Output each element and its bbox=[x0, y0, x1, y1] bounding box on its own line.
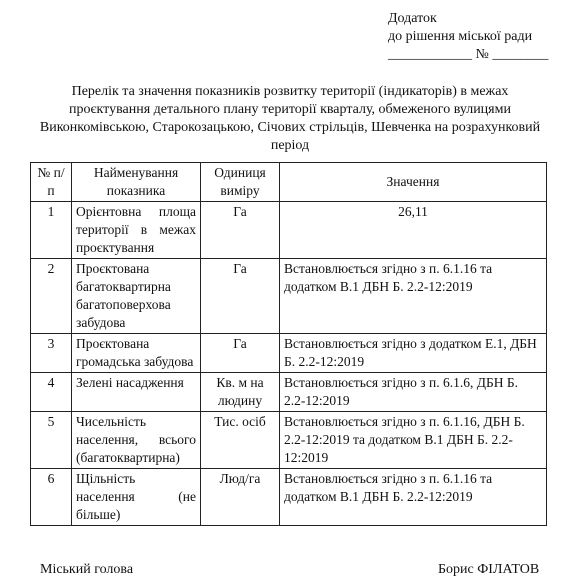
table-header-row bbox=[31, 163, 547, 202]
signatory-name: Борис ФІЛАТОВ bbox=[438, 562, 540, 577]
row-name: Проєктована багатоквартирна багатоповерхова забудова bbox=[72, 259, 201, 334]
row-unit: Га bbox=[201, 259, 280, 334]
row-num: 2 bbox=[31, 259, 72, 334]
table-row bbox=[31, 412, 547, 469]
row-value: Встановлюється згідно з п. 6.1.16 та додатком В.1 ДБН Б. 2.2-12:2019 bbox=[280, 259, 547, 334]
row-value: Встановлюється згідно з додатком Е.1, ДБН Б. 2.2-12:2019 bbox=[280, 334, 547, 373]
row-value: 26,11 bbox=[280, 202, 547, 259]
row-value: Встановлюється згідно з п. 6.1.16, ДБН Б. 2.2-12:2019 та додатком В.1 ДБН Б. 2.2-12:2019 bbox=[280, 412, 547, 469]
annex-title: Додаток bbox=[388, 11, 437, 26]
row-unit: Га bbox=[201, 334, 280, 373]
header-unit: Одиниця виміру bbox=[201, 163, 280, 202]
annex-number-line: ____________ № ________ bbox=[388, 47, 549, 62]
row-name: Проєктована громадська забудова bbox=[72, 334, 201, 373]
document-heading: Перелік та значення показників розвитку території (індикаторів) в межах проєктування детального плану території кварталу, обмеженого вулицями Виконкомівською, Старокозацькою, Січових стрільців, Шевченка на розрахунковий період bbox=[39, 84, 541, 153]
indicators-table bbox=[30, 162, 547, 526]
header-value: Значення bbox=[280, 163, 547, 202]
annex-decision-line: до рішення міської ради bbox=[388, 29, 533, 44]
row-name: Зелені насадження bbox=[72, 373, 201, 412]
table-row bbox=[31, 334, 547, 373]
row-value: Встановлюється згідно з п. 6.1.16 та додатком В.1 ДБН Б. 2.2-12:2019 bbox=[280, 469, 547, 526]
row-name: Орієнтовна площа території в межах проєктування bbox=[72, 202, 201, 259]
table-row bbox=[31, 469, 547, 526]
row-num: 5 bbox=[31, 412, 72, 469]
table-row bbox=[31, 373, 547, 412]
row-name: Чисельність населення, всього (багатоквартирна) bbox=[72, 412, 201, 469]
row-num: 3 bbox=[31, 334, 72, 373]
signatory-position: Міський голова bbox=[40, 562, 134, 577]
table-row bbox=[31, 202, 547, 259]
row-num: 1 bbox=[31, 202, 72, 259]
annex-block bbox=[388, 10, 548, 64]
row-unit: Тис. осіб bbox=[201, 412, 280, 469]
row-value: Встановлюється згідно з п. 6.1.6, ДБН Б. 2.2-12:2019 bbox=[280, 373, 547, 412]
header-name: Найменування показника bbox=[72, 163, 201, 202]
row-name: Щільність населення (не більше) bbox=[72, 469, 201, 526]
row-unit: Кв. м на людину bbox=[201, 373, 280, 412]
row-num: 4 bbox=[31, 373, 72, 412]
header-num: № п/п bbox=[31, 163, 72, 202]
row-unit: Люд/га bbox=[201, 469, 280, 526]
row-unit: Га bbox=[201, 202, 280, 259]
row-num: 6 bbox=[31, 469, 72, 526]
table-row bbox=[31, 259, 547, 334]
